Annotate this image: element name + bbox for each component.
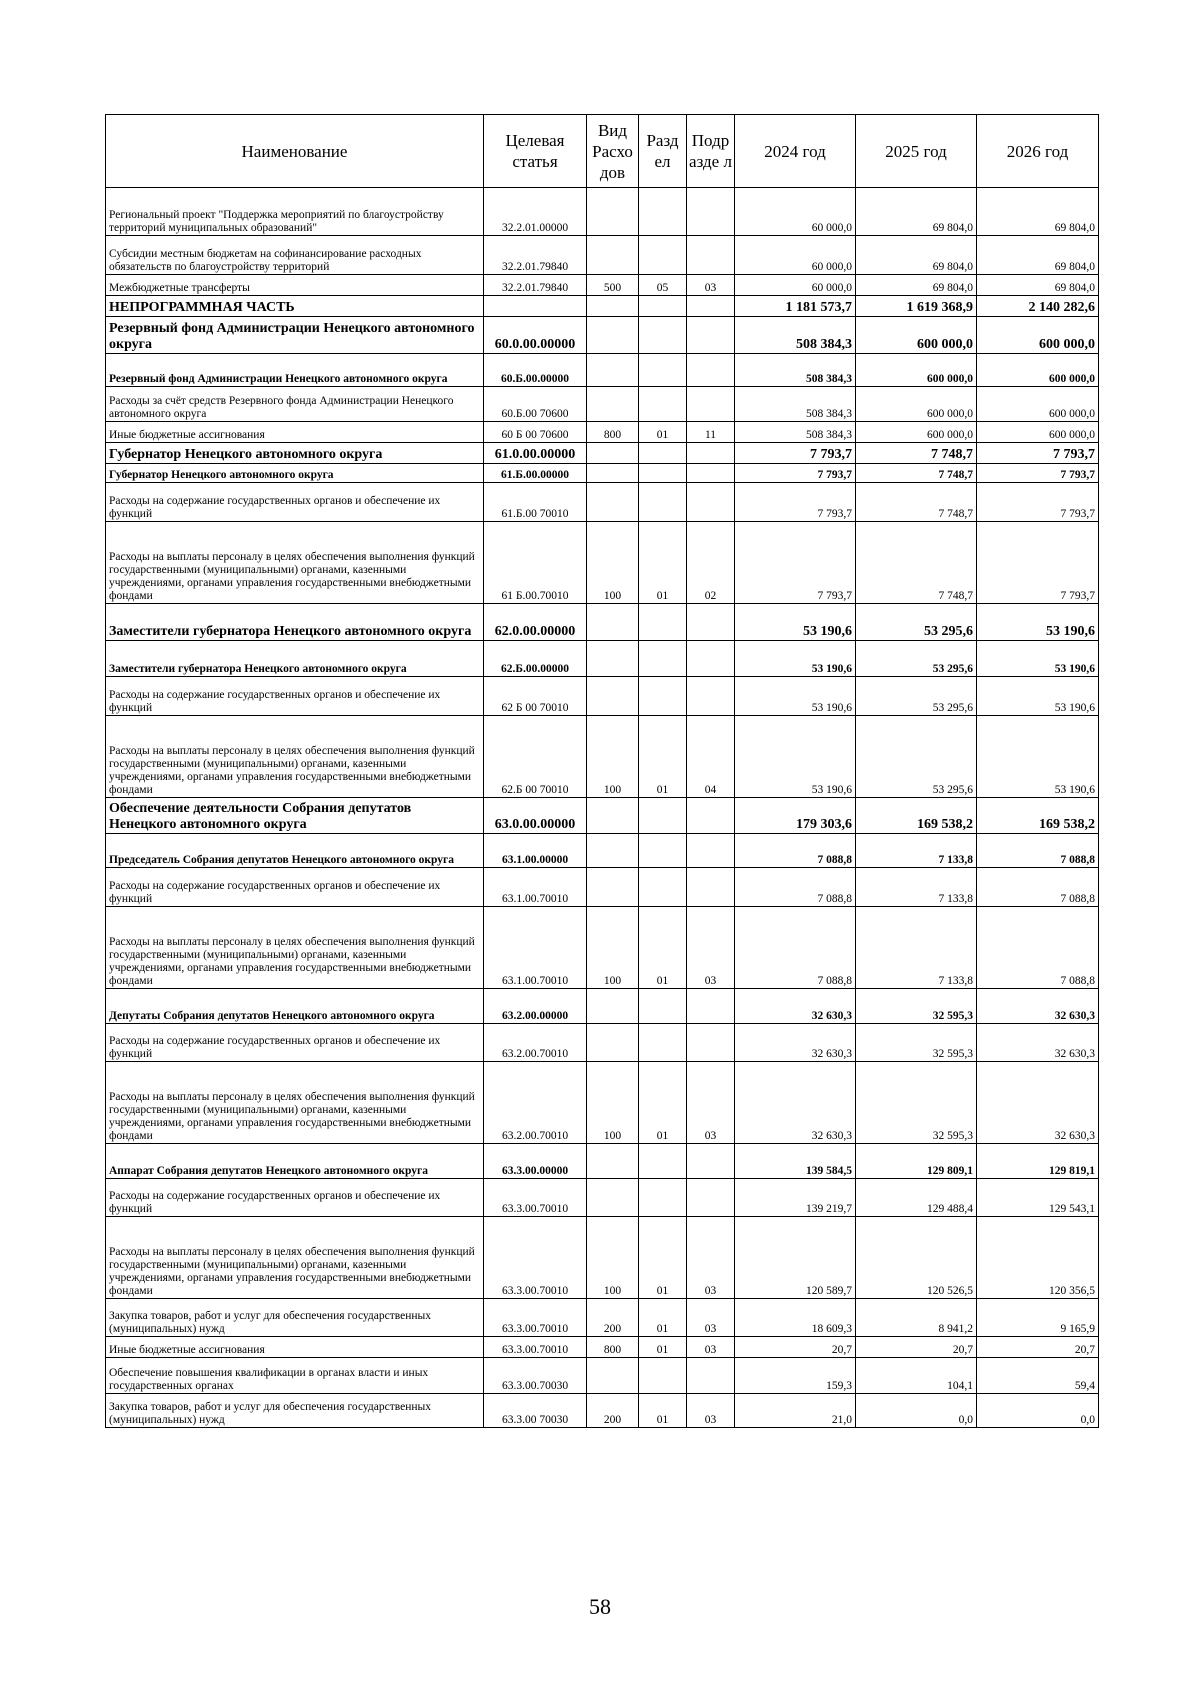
row-expense-type (587, 989, 639, 1024)
row-value-2024: 508 384,3 (735, 354, 856, 387)
row-name: Председатель Собрания депутатов Ненецкого автономного округа (106, 834, 484, 868)
row-value-2024: 60 000,0 (735, 275, 856, 296)
row-name: Расходы на выплаты персоналу в целях обеспечения выполнения функций государственными (муниципальными) органами, казенными учреждениями, органами управления государственными внебюджетными фондами (106, 1062, 484, 1144)
row-expense-type (587, 677, 639, 716)
row-value-2025: 129 488,4 (856, 1179, 977, 1217)
table-row (106, 798, 1099, 834)
row-section (639, 236, 687, 275)
row-name: Межбюджетные трансферты (106, 275, 484, 296)
row-name: НЕПРОГРАММНАЯ ЧАСТЬ (106, 296, 484, 317)
row-target-article: 63.3.00.70010 (484, 1217, 587, 1299)
row-expense-type (587, 443, 639, 464)
row-value-2024: 120 589,7 (735, 1217, 856, 1299)
row-name: Резервный фонд Администрации Ненецкого автономного округа (106, 354, 484, 387)
row-name: Аппарат Собрания депутатов Ненецкого автономного округа (106, 1144, 484, 1179)
row-value-2024: 7 088,8 (735, 834, 856, 868)
table-row (106, 677, 1099, 716)
row-target-article: 62.Б.00.00000 (484, 641, 587, 677)
row-value-2026: 0,0 (977, 1394, 1099, 1428)
row-value-2025: 1 619 368,9 (856, 296, 977, 317)
row-target-article: 32.2.01.79840 (484, 236, 587, 275)
row-subsection (687, 868, 735, 907)
row-subsection (687, 464, 735, 483)
row-value-2024: 32 630,3 (735, 1024, 856, 1062)
row-subsection: 11 (687, 422, 735, 443)
row-section: 01 (639, 1337, 687, 1358)
row-subsection (687, 798, 735, 834)
row-value-2025: 600 000,0 (856, 354, 977, 387)
budget-table-sheet (105, 114, 1098, 1428)
row-expense-type (587, 464, 639, 483)
row-target-article: 63.2.00.00000 (484, 989, 587, 1024)
row-value-2025: 53 295,6 (856, 604, 977, 641)
row-name: Расходы на выплаты персоналу в целях обеспечения выполнения функций государственными (муниципальными) органами, казенными учреждениями, органами управления государственными внебюджетными фондами (106, 907, 484, 989)
row-section: 01 (639, 716, 687, 798)
header-section: Разд ел (639, 115, 687, 188)
row-value-2025: 120 526,5 (856, 1217, 977, 1299)
row-name: Резервный фонд Администрации Ненецкого автономного округа (106, 317, 484, 354)
table-row (106, 834, 1099, 868)
row-section: 01 (639, 1299, 687, 1337)
row-subsection (687, 236, 735, 275)
table-row (106, 716, 1099, 798)
row-expense-type (587, 1179, 639, 1217)
row-expense-type (587, 798, 639, 834)
row-value-2024: 53 190,6 (735, 641, 856, 677)
row-value-2024: 53 190,6 (735, 677, 856, 716)
row-value-2024: 21,0 (735, 1394, 856, 1428)
row-value-2024: 1 181 573,7 (735, 296, 856, 317)
row-value-2024: 159,3 (735, 1358, 856, 1394)
row-section (639, 464, 687, 483)
table-row (106, 1144, 1099, 1179)
row-expense-type: 200 (587, 1394, 639, 1428)
row-subsection (687, 834, 735, 868)
row-name: Расходы на выплаты персоналу в целях обеспечения выполнения функций государственными (муниципальными) органами, казенными учреждениями, органами управления государственными внебюджетными фондами (106, 716, 484, 798)
row-section: 01 (639, 1394, 687, 1428)
row-target-article: 61.0.00.00000 (484, 443, 587, 464)
row-target-article: 63.1.00.00000 (484, 834, 587, 868)
row-expense-type: 500 (587, 275, 639, 296)
table-row (106, 989, 1099, 1024)
table-row (106, 1179, 1099, 1217)
table-row (106, 1024, 1099, 1062)
row-name: Расходы на выплаты персоналу в целях обеспечения выполнения функций государственными (муниципальными) органами, казенными учреждениями, органами управления государственными внебюджетными фондами (106, 1217, 484, 1299)
row-name: Губернатор Ненецкого автономного округа (106, 464, 484, 483)
row-name: Заместители губернатора Ненецкого автономного округа (106, 641, 484, 677)
row-expense-type (587, 236, 639, 275)
row-value-2026: 53 190,6 (977, 604, 1099, 641)
row-value-2026: 32 630,3 (977, 989, 1099, 1024)
row-value-2025: 129 809,1 (856, 1144, 977, 1179)
table-body (106, 188, 1099, 1428)
row-value-2025: 104,1 (856, 1358, 977, 1394)
row-value-2025: 8 941,2 (856, 1299, 977, 1337)
row-target-article: 60.Б.00 70600 (484, 387, 587, 422)
row-subsection: 04 (687, 716, 735, 798)
row-target-article: 63.2.00.70010 (484, 1062, 587, 1144)
row-target-article: 63.3.00.70010 (484, 1337, 587, 1358)
row-target-article: 63.0.00.00000 (484, 798, 587, 834)
row-section (639, 798, 687, 834)
row-value-2026: 600 000,0 (977, 422, 1099, 443)
row-target-article: 32.2.01.79840 (484, 275, 587, 296)
row-value-2026: 120 356,5 (977, 1217, 1099, 1299)
row-subsection: 03 (687, 1337, 735, 1358)
row-name: Закупка товаров, работ и услуг для обеспечения государственных (муниципальных) нужд (106, 1394, 484, 1428)
table-row (106, 604, 1099, 641)
row-target-article: 61.Б.00 70010 (484, 483, 587, 522)
row-value-2025: 7 748,7 (856, 443, 977, 464)
row-section: 01 (639, 422, 687, 443)
row-value-2024: 7 088,8 (735, 868, 856, 907)
table-row (106, 1062, 1099, 1144)
row-value-2024: 508 384,3 (735, 387, 856, 422)
row-name: Иные бюджетные ассигнования (106, 422, 484, 443)
row-value-2024: 53 190,6 (735, 716, 856, 798)
row-subsection (687, 1358, 735, 1394)
row-target-article: 60.Б.00.00000 (484, 354, 587, 387)
table-row (106, 483, 1099, 522)
table-row (106, 354, 1099, 387)
row-target-article: 63.3.00.70010 (484, 1179, 587, 1217)
row-subsection (687, 989, 735, 1024)
row-expense-type (587, 604, 639, 641)
row-name: Региональный проект "Поддержка мероприятий по благоустройству территорий муниципальных образований" (106, 188, 484, 236)
row-subsection (687, 1024, 735, 1062)
table-row (106, 422, 1099, 443)
row-expense-type (587, 1358, 639, 1394)
row-section: 01 (639, 522, 687, 604)
row-expense-type: 100 (587, 1062, 639, 1144)
row-value-2025: 32 595,3 (856, 1062, 977, 1144)
row-name: Расходы на содержание государственных органов и обеспечение их функций (106, 677, 484, 716)
row-expense-type: 100 (587, 716, 639, 798)
row-value-2026: 169 538,2 (977, 798, 1099, 834)
header-target-article: Целевая статья (484, 115, 587, 188)
row-value-2025: 600 000,0 (856, 317, 977, 354)
row-value-2025: 32 595,3 (856, 989, 977, 1024)
row-value-2026: 53 190,6 (977, 716, 1099, 798)
row-subsection: 03 (687, 1299, 735, 1337)
row-name: Расходы на выплаты персоналу в целях обеспечения выполнения функций государственными (муниципальными) органами, казенными учреждениями, органами управления государственными внебюджетными фондами (106, 522, 484, 604)
row-value-2026: 600 000,0 (977, 317, 1099, 354)
table-row (106, 1299, 1099, 1337)
row-target-article: 62.Б 00 70010 (484, 716, 587, 798)
row-section: 01 (639, 1062, 687, 1144)
row-target-article: 32.2.01.00000 (484, 188, 587, 236)
table-row (106, 317, 1099, 354)
row-value-2025: 53 295,6 (856, 677, 977, 716)
row-subsection (687, 387, 735, 422)
row-target-article (484, 296, 587, 317)
row-name: Расходы на содержание государственных органов и обеспечение их функций (106, 483, 484, 522)
header-year-2024: 2024 год (735, 115, 856, 188)
row-section (639, 296, 687, 317)
row-expense-type (587, 1144, 639, 1179)
row-section (639, 834, 687, 868)
row-subsection (687, 604, 735, 641)
row-value-2026: 59,4 (977, 1358, 1099, 1394)
row-value-2026: 53 190,6 (977, 677, 1099, 716)
row-value-2026: 69 804,0 (977, 275, 1099, 296)
row-value-2025: 7 133,8 (856, 868, 977, 907)
row-subsection (687, 641, 735, 677)
row-section (639, 604, 687, 641)
row-subsection: 03 (687, 1062, 735, 1144)
row-value-2026: 20,7 (977, 1337, 1099, 1358)
row-subsection: 02 (687, 522, 735, 604)
row-value-2024: 18 609,3 (735, 1299, 856, 1337)
budget-table (105, 114, 1099, 1428)
row-name: Обеспечение повышения квалификации в органах власти и иных государственных органах (106, 1358, 484, 1394)
row-name: Обеспечение деятельности Собрания депутатов Ненецкого автономного округа (106, 798, 484, 834)
row-subsection: 03 (687, 1394, 735, 1428)
row-section (639, 317, 687, 354)
row-value-2026: 7 088,8 (977, 834, 1099, 868)
header-name: Наименование (106, 115, 484, 188)
row-expense-type (587, 387, 639, 422)
row-value-2026: 7 793,7 (977, 443, 1099, 464)
row-expense-type (587, 868, 639, 907)
row-subsection (687, 1179, 735, 1217)
row-name: Расходы на содержание государственных органов и обеспечение их функций (106, 868, 484, 907)
row-expense-type (587, 317, 639, 354)
row-value-2025: 7 748,7 (856, 522, 977, 604)
row-value-2025: 0,0 (856, 1394, 977, 1428)
row-subsection (687, 483, 735, 522)
row-expense-type (587, 354, 639, 387)
row-expense-type: 800 (587, 422, 639, 443)
row-value-2024: 179 303,6 (735, 798, 856, 834)
table-row (106, 1337, 1099, 1358)
row-value-2024: 20,7 (735, 1337, 856, 1358)
row-expense-type: 800 (587, 1337, 639, 1358)
row-value-2025: 53 295,6 (856, 641, 977, 677)
row-value-2024: 7 793,7 (735, 443, 856, 464)
row-value-2024: 508 384,3 (735, 317, 856, 354)
table-row (106, 464, 1099, 483)
row-value-2025: 53 295,6 (856, 716, 977, 798)
row-section: 01 (639, 1217, 687, 1299)
row-subsection: 03 (687, 1217, 735, 1299)
table-row (106, 1394, 1099, 1428)
row-target-article: 60 Б 00 70600 (484, 422, 587, 443)
row-value-2025: 600 000,0 (856, 387, 977, 422)
row-value-2024: 60 000,0 (735, 188, 856, 236)
row-target-article: 60.0.00.00000 (484, 317, 587, 354)
header-expense-type: Вид Расхо дов (587, 115, 639, 188)
row-subsection (687, 677, 735, 716)
row-target-article: 63.2.00.70010 (484, 1024, 587, 1062)
row-section: 05 (639, 275, 687, 296)
row-value-2025: 7 748,7 (856, 483, 977, 522)
row-value-2024: 60 000,0 (735, 236, 856, 275)
row-target-article: 63.1.00.70010 (484, 868, 587, 907)
table-row (106, 522, 1099, 604)
row-target-article: 61 Б.00.70010 (484, 522, 587, 604)
header-year-2025: 2025 год (856, 115, 977, 188)
row-target-article: 63.3.00.00000 (484, 1144, 587, 1179)
table-row (106, 443, 1099, 464)
row-value-2025: 600 000,0 (856, 422, 977, 443)
row-section (639, 868, 687, 907)
row-value-2025: 69 804,0 (856, 236, 977, 275)
row-name: Иные бюджетные ассигнования (106, 1337, 484, 1358)
row-expense-type (587, 296, 639, 317)
row-expense-type: 100 (587, 522, 639, 604)
row-subsection (687, 188, 735, 236)
row-section (639, 1179, 687, 1217)
row-target-article: 63.1.00.70010 (484, 907, 587, 989)
row-value-2024: 53 190,6 (735, 604, 856, 641)
table-row (106, 188, 1099, 236)
table-row (106, 236, 1099, 275)
row-section (639, 188, 687, 236)
row-value-2025: 20,7 (856, 1337, 977, 1358)
row-value-2024: 508 384,3 (735, 422, 856, 443)
row-value-2024: 32 630,3 (735, 1062, 856, 1144)
row-value-2026: 600 000,0 (977, 354, 1099, 387)
row-value-2026: 2 140 282,6 (977, 296, 1099, 317)
row-name: Закупка товаров, работ и услуг для обеспечения государственных (муниципальных) нужд (106, 1299, 484, 1337)
row-name: Расходы на содержание государственных органов и обеспечение их функций (106, 1024, 484, 1062)
header-year-2026: 2026 год (977, 115, 1099, 188)
table-row (106, 1358, 1099, 1394)
row-value-2024: 32 630,3 (735, 989, 856, 1024)
row-name: Заместители губернатора Ненецкого автономного округа (106, 604, 484, 641)
row-target-article: 61.Б.00.00000 (484, 464, 587, 483)
row-value-2026: 7 793,7 (977, 522, 1099, 604)
row-name: Субсидии местным бюджетам на софинансирование расходных обязательств по благоустройству территорий (106, 236, 484, 275)
row-value-2026: 69 804,0 (977, 188, 1099, 236)
row-value-2026: 7 793,7 (977, 464, 1099, 483)
row-target-article: 63.3.00 70030 (484, 1394, 587, 1428)
row-target-article: 63.3.00.70030 (484, 1358, 587, 1394)
row-value-2025: 69 804,0 (856, 275, 977, 296)
table-row (106, 296, 1099, 317)
row-value-2025: 32 595,3 (856, 1024, 977, 1062)
row-expense-type: 200 (587, 1299, 639, 1337)
row-value-2025: 169 538,2 (856, 798, 977, 834)
row-subsection: 03 (687, 907, 735, 989)
row-name: Расходы на содержание государственных органов и обеспечение их функций (106, 1179, 484, 1217)
row-value-2026: 9 165,9 (977, 1299, 1099, 1337)
row-section (639, 1144, 687, 1179)
row-subsection: 03 (687, 275, 735, 296)
row-value-2025: 7 133,8 (856, 907, 977, 989)
row-expense-type: 100 (587, 1217, 639, 1299)
row-expense-type (587, 483, 639, 522)
row-name: Губернатор Ненецкого автономного округа (106, 443, 484, 464)
row-section (639, 1024, 687, 1062)
row-value-2026: 7 793,7 (977, 483, 1099, 522)
row-value-2026: 600 000,0 (977, 387, 1099, 422)
row-section (639, 677, 687, 716)
row-section (639, 387, 687, 422)
row-value-2024: 139 219,7 (735, 1179, 856, 1217)
row-name: Расходы за счёт средств Резервного фонда Администрации Ненецкого автономного округа (106, 387, 484, 422)
row-section (639, 483, 687, 522)
table-row (106, 275, 1099, 296)
row-value-2026: 32 630,3 (977, 1024, 1099, 1062)
table-row (106, 907, 1099, 989)
row-value-2026: 129 819,1 (977, 1144, 1099, 1179)
row-value-2025: 69 804,0 (856, 188, 977, 236)
row-value-2026: 32 630,3 (977, 1062, 1099, 1144)
row-value-2026: 7 088,8 (977, 907, 1099, 989)
row-value-2025: 7 133,8 (856, 834, 977, 868)
row-section (639, 989, 687, 1024)
row-expense-type (587, 834, 639, 868)
table-row (106, 1217, 1099, 1299)
page-number: 58 (589, 1594, 611, 1619)
row-subsection (687, 354, 735, 387)
row-value-2025: 7 748,7 (856, 464, 977, 483)
header-subsection: Подр азде л (687, 115, 735, 188)
row-subsection (687, 317, 735, 354)
row-subsection (687, 1144, 735, 1179)
row-expense-type (587, 1024, 639, 1062)
row-name: Депутаты Собрания депутатов Ненецкого автономного округа (106, 989, 484, 1024)
row-target-article: 63.3.00.70010 (484, 1299, 587, 1337)
table-row (106, 387, 1099, 422)
row-expense-type (587, 188, 639, 236)
row-value-2026: 7 088,8 (977, 868, 1099, 907)
row-target-article: 62.0.00.00000 (484, 604, 587, 641)
row-value-2024: 139 584,5 (735, 1144, 856, 1179)
row-section (639, 354, 687, 387)
table-row (106, 868, 1099, 907)
row-value-2026: 69 804,0 (977, 236, 1099, 275)
row-expense-type (587, 641, 639, 677)
row-value-2024: 7 088,8 (735, 907, 856, 989)
row-section (639, 1358, 687, 1394)
row-target-article: 62 Б 00 70010 (484, 677, 587, 716)
row-subsection (687, 443, 735, 464)
row-section (639, 641, 687, 677)
table-row (106, 641, 1099, 677)
row-subsection (687, 296, 735, 317)
row-expense-type: 100 (587, 907, 639, 989)
row-value-2024: 7 793,7 (735, 483, 856, 522)
row-section (639, 443, 687, 464)
table-header-row (106, 115, 1099, 188)
row-section: 01 (639, 907, 687, 989)
row-value-2024: 7 793,7 (735, 464, 856, 483)
row-value-2026: 53 190,6 (977, 641, 1099, 677)
row-value-2024: 7 793,7 (735, 522, 856, 604)
row-value-2026: 129 543,1 (977, 1179, 1099, 1217)
